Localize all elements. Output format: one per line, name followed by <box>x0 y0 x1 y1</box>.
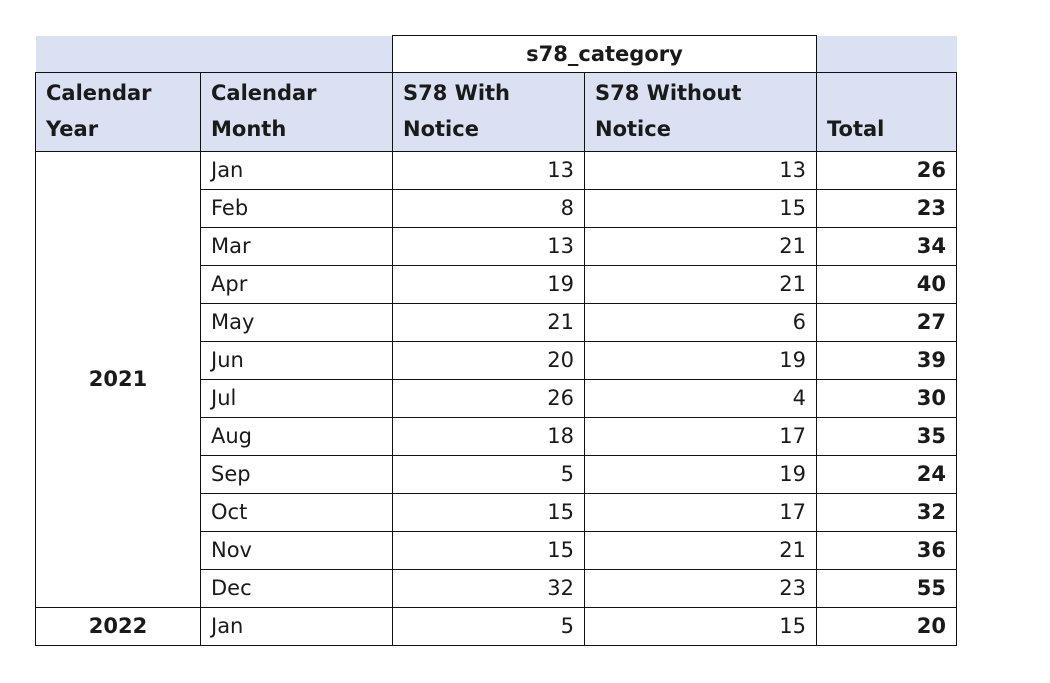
without-notice-cell: 17 <box>585 418 817 456</box>
month-cell: Feb <box>201 190 393 228</box>
total-cell: 34 <box>817 228 957 266</box>
month-cell: Nov <box>201 532 393 570</box>
table-row <box>36 152 957 190</box>
total-cell: 40 <box>817 266 957 304</box>
with-notice-cell: 13 <box>393 228 585 266</box>
table-body <box>36 152 957 646</box>
with-notice-cell: 21 <box>393 304 585 342</box>
total-cell: 26 <box>817 152 957 190</box>
total-cell: 23 <box>817 190 957 228</box>
month-cell: Dec <box>201 570 393 608</box>
total-cell: 30 <box>817 380 957 418</box>
month-cell: Sep <box>201 456 393 494</box>
column-header-month-line-1: Calendar <box>211 81 317 105</box>
column-header-with-notice-line-2: Notice <box>403 117 479 141</box>
table-row <box>36 608 957 646</box>
column-header-year <box>36 73 201 152</box>
month-cell: Jul <box>201 380 393 418</box>
year-cell: 2021 <box>36 152 201 608</box>
pivot-table <box>35 35 957 646</box>
total-cell: 36 <box>817 532 957 570</box>
without-notice-cell: 21 <box>585 532 817 570</box>
with-notice-cell: 26 <box>393 380 585 418</box>
column-header-without-notice <box>585 73 817 152</box>
with-notice-cell: 18 <box>393 418 585 456</box>
with-notice-cell: 15 <box>393 494 585 532</box>
without-notice-cell: 15 <box>585 190 817 228</box>
header-blank-cell <box>36 36 393 73</box>
total-cell: 55 <box>817 570 957 608</box>
total-cell: 32 <box>817 494 957 532</box>
column-header-year-line-2: Year <box>46 117 99 141</box>
with-notice-cell: 5 <box>393 608 585 646</box>
header-row-columns <box>36 73 957 152</box>
total-cell: 20 <box>817 608 957 646</box>
column-header-without-notice-line-2: Notice <box>595 117 671 141</box>
month-cell: Jan <box>201 608 393 646</box>
with-notice-cell: 13 <box>393 152 585 190</box>
without-notice-cell: 15 <box>585 608 817 646</box>
with-notice-cell: 15 <box>393 532 585 570</box>
with-notice-cell: 20 <box>393 342 585 380</box>
without-notice-cell: 21 <box>585 228 817 266</box>
header-row-group <box>36 36 957 73</box>
month-cell: Mar <box>201 228 393 266</box>
column-header-month <box>201 73 393 152</box>
without-notice-cell: 6 <box>585 304 817 342</box>
month-cell: Aug <box>201 418 393 456</box>
table-header <box>36 36 957 152</box>
without-notice-cell: 23 <box>585 570 817 608</box>
with-notice-cell: 5 <box>393 456 585 494</box>
column-header-month-line-2: Month <box>211 117 287 141</box>
column-header-with-notice <box>393 73 585 152</box>
column-header-total: Total <box>817 73 957 152</box>
column-header-with-notice-line-1: S78 With <box>403 81 511 105</box>
without-notice-cell: 19 <box>585 456 817 494</box>
month-cell: Apr <box>201 266 393 304</box>
year-cell: 2022 <box>36 608 201 646</box>
total-cell: 35 <box>817 418 957 456</box>
without-notice-cell: 21 <box>585 266 817 304</box>
header-blank-total-cell <box>817 36 957 73</box>
column-header-year-line-1: Calendar <box>46 81 152 105</box>
without-notice-cell: 19 <box>585 342 817 380</box>
with-notice-cell: 19 <box>393 266 585 304</box>
total-cell: 39 <box>817 342 957 380</box>
with-notice-cell: 8 <box>393 190 585 228</box>
category-group-header: s78_category <box>393 36 817 73</box>
total-cell: 24 <box>817 456 957 494</box>
without-notice-cell: 13 <box>585 152 817 190</box>
month-cell: Jun <box>201 342 393 380</box>
month-cell: Jan <box>201 152 393 190</box>
column-header-without-notice-line-1: S78 Without <box>595 81 742 105</box>
with-notice-cell: 32 <box>393 570 585 608</box>
without-notice-cell: 4 <box>585 380 817 418</box>
month-cell: May <box>201 304 393 342</box>
month-cell: Oct <box>201 494 393 532</box>
total-cell: 27 <box>817 304 957 342</box>
without-notice-cell: 17 <box>585 494 817 532</box>
